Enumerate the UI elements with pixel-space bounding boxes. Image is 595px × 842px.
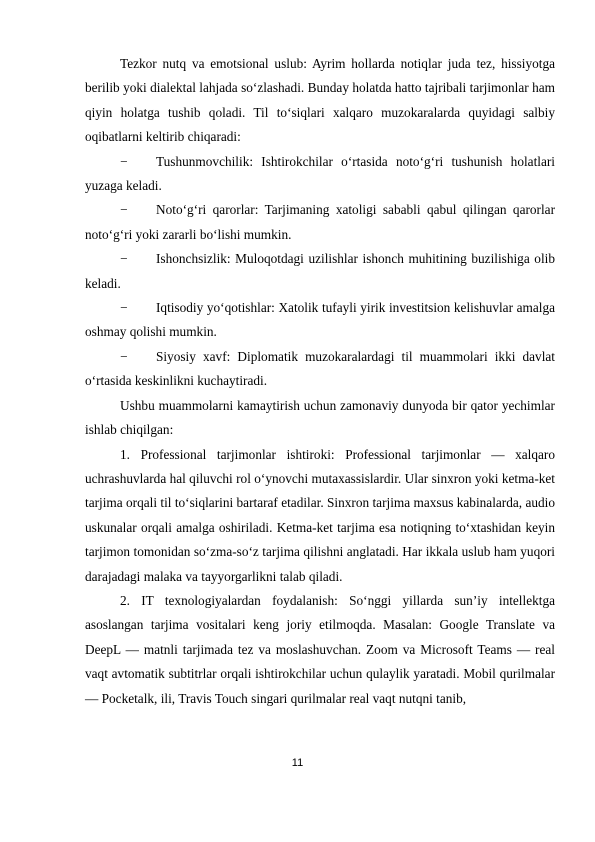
list-item-text: Siyosiy xavf: Diplomatik muzokaralardagi til muammolari ikki davlat o‘rtasida keskinlikni kuchaytiradi. [85, 348, 555, 389]
dash-bullet: − [120, 348, 128, 364]
page-number: 11 [291, 757, 304, 769]
list-item-text: Noto‘g‘ri qarorlar: Tarjimaning xatoligi sababli qabul qilingan qarorlar noto‘g‘ri yoki zararli bo‘lishi mumkin. [85, 202, 555, 242]
paragraph-professional-interpreters: 1. Professional tarjimonlar ishtiroki: Professional tarjimonlar — xalqaro uchrashuvlarda hal qiluvchi rol o‘ynovchi mutaxassislardir. Ular sinxron yoki ketma-ket tarjima orqali til to‘siqlarini bartaraf etadilar. Sinxron tarjima maxsus kabinalarda, audio uskunalar orqali amalga oshiriladi. Ketma-ket tarjima esa notiqning to‘xtashidan keyin tarjimon tomonidan so‘zma-so‘z tarjima qilishni anglatadi. Har ikkala uslub ham yuqori darajadagi malaka va tayyorgarlikni talab qiladi. [85, 446, 555, 584]
paragraph-intro: Tezkor nutq va emotsional uslub: Ayrim hollarda notiqlar juda tez, hissiyotga berilib yoki dialektal lahjada so‘zlashadi. Bunday holatda hatto tajribali tarjimonlar ham qiyin holatga tushib qoladi. Til to‘siqlari xalqaro muzokaralarda quyidagi salbiy oqibatlarni keltirib chiqaradi: [85, 56, 555, 145]
dash-bullet: − [120, 251, 128, 267]
list-item [85, 296, 555, 345]
list-item-text: Iqtisodiy yo‘qotishlar: Xatolik tufayli yirik investitsion kelishuvlar amalga oshmay qolishi mumkin. [85, 300, 555, 340]
list-item [85, 247, 555, 296]
list-item [85, 198, 555, 247]
paragraph-solutions-intro: Ushbu muammolarni kamaytirish uchun zamonaviy dunyoda bir qator yechimlar ishlab chiqilgan: [85, 397, 555, 438]
dash-bullet: − [120, 202, 128, 218]
list-item-text: Tushunmovchilik: Ishtirokchilar o‘rtasida noto‘g‘ri tushunish holatlari yuzaga keladi. [85, 153, 555, 194]
paragraph-it-technologies: 2. IT texnologiyalardan foydalanish: So‘nggi yillarda sun’iy intellektga asoslangan tarjima vositalari keng joriy etilmoqda. Masalan: Google Translate va DeepL — matnli tarjimada tez va moslashuvchan. Zoom va Microsoft Teams — real vaqt avtomatik subtitrlar orqali ishtirokchilar uchun qulaylik yaratadi. Mobil qurilmalar — Pocketalk, ili, Travis Touch singari qurilmalar real vaqt nutqni tanib, [85, 592, 555, 706]
dash-bullet: − [120, 300, 128, 316]
list-item-text: Ishonchsizlik: Muloqotdagi uzilishlar ishonch muhitining buzilishiga olib keladi. [85, 251, 555, 291]
list-item [85, 345, 555, 394]
list-item [85, 150, 555, 199]
document-body [85, 52, 555, 711]
dash-bullet: − [120, 153, 128, 169]
